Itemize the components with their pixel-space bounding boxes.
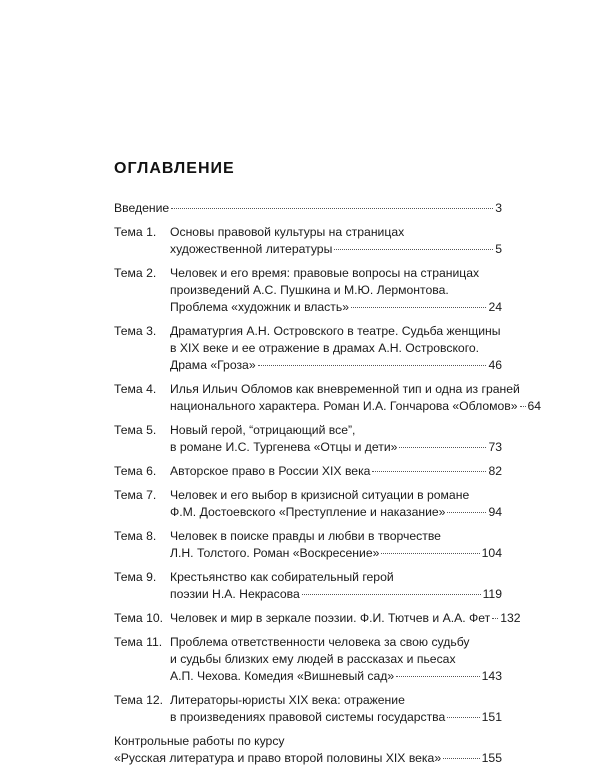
toc-entry-title-line: Проблема ответственности человека за свою судьбу — [170, 635, 470, 649]
toc-entry-number: Тема 1. — [114, 225, 157, 239]
toc-entry[interactable] — [114, 610, 521, 627]
toc-entry[interactable] — [114, 381, 542, 415]
toc-page-number: 82 — [488, 464, 502, 478]
toc-entry-number: Тема 7. — [114, 488, 157, 502]
toc-entry-title-line: Драма «Гроза» 46 — [170, 358, 502, 372]
toc-entry-title — [170, 422, 502, 456]
toc-entry-title — [170, 323, 502, 374]
toc-entry-title — [170, 634, 502, 685]
toc-page-number: 119 — [482, 587, 502, 601]
toc-entry-number: Тема 6. — [114, 464, 157, 478]
toc-entry-number: Тема 12. — [114, 693, 164, 707]
toc-entry-title-line: Авторское право в России XIX века 82 — [170, 464, 502, 478]
toc-entry-title-line: Л.Н. Толстого. Роман «Воскресение» 104 — [170, 546, 502, 560]
toc-entry-title-line: Человек в поиске правды и любви в творчестве — [170, 529, 441, 543]
toc-entry-title — [170, 381, 542, 415]
dot-leader — [447, 717, 479, 718]
dot-leader — [396, 676, 479, 677]
toc-entry-title-line: Драматургия А.Н. Островского в театре. Судьба женщины — [170, 324, 501, 338]
dot-leader — [443, 758, 480, 759]
toc-entry-title-line: и судьбы близких ему людей в рассказах и пьесах — [170, 652, 456, 666]
toc-entry-title-line: поэзии Н.А. Некрасова 119 — [170, 587, 502, 601]
toc-entry-title-line: Введение 3 — [114, 201, 502, 215]
toc-entry-title — [170, 610, 521, 627]
toc-entry-title — [170, 224, 502, 258]
toc-entry-title — [114, 200, 502, 217]
toc-entry-title-line: Илья Ильич Обломов как вневременной тип и одна из граней — [170, 382, 520, 396]
toc-entry-title-line: в произведениях правовой системы государства 151 — [170, 710, 502, 724]
toc-entry[interactable] — [114, 733, 502, 767]
toc-entry-number: Тема 3. — [114, 324, 157, 338]
toc-entry-title — [170, 487, 502, 521]
toc-entry-number: Тема 11. — [114, 635, 163, 649]
toc-entry[interactable] — [114, 422, 502, 456]
toc-page-number: 155 — [481, 751, 502, 765]
toc-entry-title-line: Человек и его время: правовые вопросы на страницах — [170, 266, 480, 280]
toc-page-number: 94 — [488, 505, 502, 519]
toc-entry[interactable] — [114, 634, 502, 685]
toc-entry-title-line: Проблема «художник и власть» 24 — [170, 300, 502, 314]
toc-entry-title-line: в романе И.С. Тургенева «Отцы и дети» 73 — [170, 440, 502, 454]
toc-entry-title-line: Человек и мир в зеркале поэзии. Ф.И. Тютчев и А.А. Фет 132 — [170, 611, 521, 625]
toc-entry-number: Тема 4. — [114, 382, 157, 396]
dot-leader — [351, 307, 486, 308]
page-title: ОГЛАВЛЕНИЕ — [114, 160, 235, 177]
toc-entry-number: Тема 10. — [114, 611, 164, 625]
toc-page-number: 3 — [495, 201, 502, 215]
toc-entry-title-line: Человек и его выбор в кризисной ситуации в романе — [170, 488, 470, 502]
dot-leader — [302, 594, 481, 595]
dot-leader — [492, 618, 498, 619]
toc-page-number: 143 — [481, 669, 502, 683]
toc-entry-title — [170, 528, 502, 562]
toc-entry-title-line: национального характера. Роман И.А. Гончарова «Обломов» 64 — [170, 399, 542, 413]
toc-entry-title-line: Литераторы-юристы XIX века: отражение — [170, 693, 405, 707]
toc-page-number: 24 — [488, 300, 502, 314]
toc-entry-title — [170, 265, 502, 316]
toc-entry-title-line: Новый герой, “отрицающий все”, — [170, 423, 356, 437]
toc-page-number: 5 — [495, 242, 502, 256]
dot-leader — [258, 365, 487, 366]
dot-leader — [447, 512, 486, 513]
toc-entry-title-line: Ф.М. Достоевского «Преступление и наказание» 94 — [170, 505, 502, 519]
toc-entry-number: Тема 8. — [114, 529, 157, 543]
toc-entry-title-line: художественной литературы 5 — [170, 242, 502, 256]
toc-entry-title-line: «Русская литература и право второй половины XIX века» 155 — [114, 751, 502, 765]
toc-entry-title-line: Контрольные работы по курсу — [114, 734, 285, 748]
toc-entry[interactable] — [114, 528, 502, 562]
toc-entry-title — [170, 569, 502, 603]
toc-page-number: 132 — [500, 611, 521, 625]
toc-entry[interactable] — [114, 569, 502, 603]
toc-entry[interactable] — [114, 265, 502, 316]
toc-page-number: 104 — [481, 546, 502, 560]
toc-page-number: 46 — [488, 358, 502, 372]
toc-entry-title-line: Крестьянство как собирательный герой — [170, 570, 394, 584]
toc-entry-number: Тема 5. — [114, 423, 157, 437]
dot-leader — [520, 406, 526, 407]
toc-entry[interactable] — [114, 224, 502, 258]
toc-entry[interactable] — [114, 200, 502, 217]
dot-leader — [372, 471, 486, 472]
toc-entry[interactable] — [114, 463, 502, 480]
toc-entry-title-line: А.П. Чехова. Комедия «Вишневый сад» 143 — [170, 669, 502, 683]
toc-page-number: 151 — [481, 710, 502, 724]
toc-entry-number: Тема 9. — [114, 570, 157, 584]
toc-entry[interactable] — [114, 487, 502, 521]
dot-leader — [171, 208, 493, 209]
toc-entry-title — [114, 733, 502, 767]
toc-page-number: 64 — [527, 399, 542, 413]
toc-page-number: 73 — [488, 440, 502, 454]
toc-entry-title — [170, 692, 502, 726]
toc-entry-number: Тема 2. — [114, 266, 157, 280]
table-of-contents — [114, 200, 542, 774]
toc-entry[interactable] — [114, 323, 502, 374]
toc-entry-title-line: в XIX веке и ее отражение в драмах А.Н. Островского. — [170, 341, 480, 355]
toc-entry-title-line: Основы правовой культуры на страницах — [170, 225, 405, 239]
toc-entry-title — [170, 463, 502, 480]
toc-entry[interactable] — [114, 692, 502, 726]
dot-leader — [399, 447, 486, 448]
dot-leader — [334, 249, 493, 250]
dot-leader — [381, 553, 479, 554]
toc-entry-title-line: произведений А.С. Пушкина и М.Ю. Лермонтова. — [170, 283, 449, 297]
